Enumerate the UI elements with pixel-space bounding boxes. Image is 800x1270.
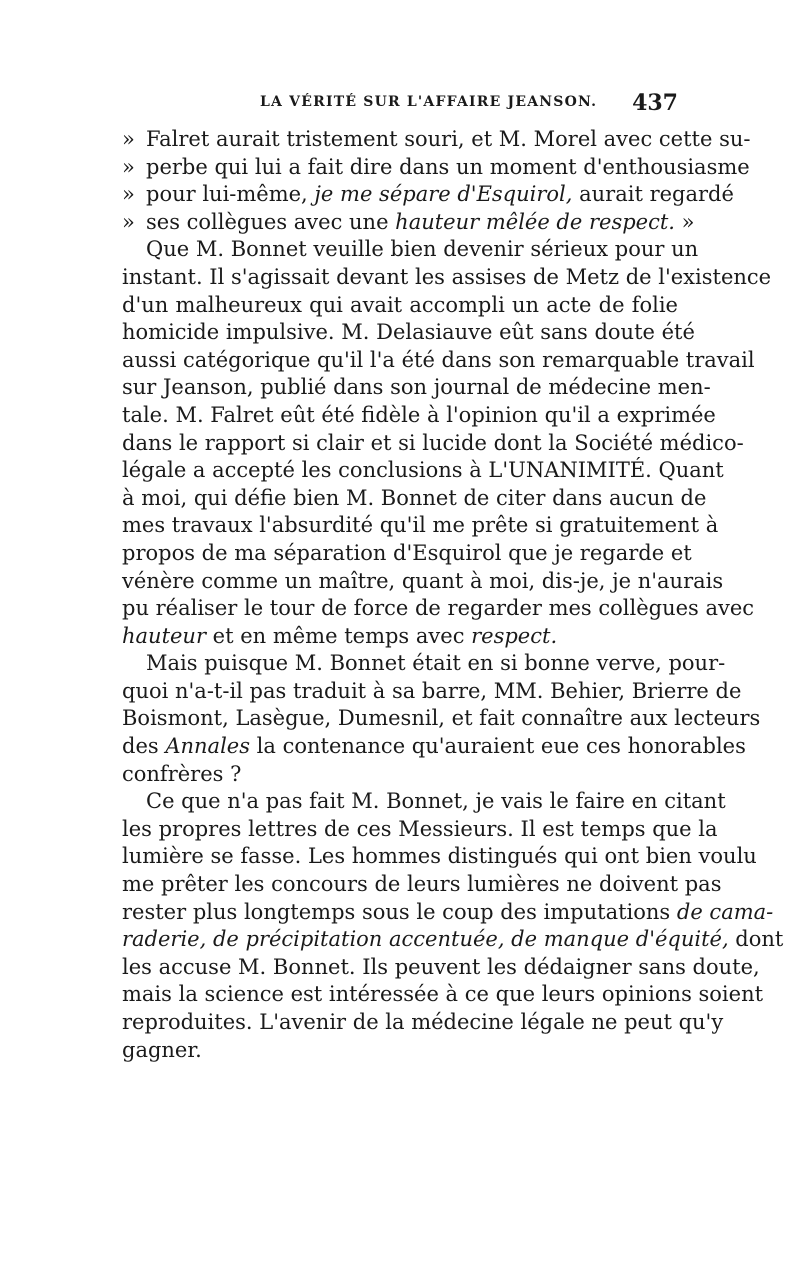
page-number: 437 bbox=[632, 90, 678, 116]
text-line bbox=[122, 733, 746, 761]
text-line bbox=[122, 705, 761, 733]
quote-mark: » bbox=[122, 209, 135, 234]
quote-mark: » bbox=[122, 154, 135, 179]
text-segment: lumière se fasse. Les hommes distingués qui ont bien voulu bbox=[122, 844, 757, 869]
italic-text: respect. bbox=[471, 623, 558, 648]
text-segment: mais la science est intéressée à ce que leurs opinions soient bbox=[122, 982, 764, 1007]
text-segment: vénère comme un maître, quant à moi, dis-je, je n'aurais bbox=[122, 568, 724, 593]
text-segment: la contenance qu'auraient eue ces honorables bbox=[249, 734, 746, 759]
text-segment: instant. Il s'agissait devant les assises de Metz de l'existence bbox=[122, 264, 772, 289]
quote-mark: » bbox=[122, 182, 135, 207]
text-line bbox=[122, 457, 724, 485]
quote-mark: » bbox=[122, 127, 135, 151]
text-line bbox=[122, 816, 718, 844]
text-line bbox=[122, 926, 784, 954]
text-line bbox=[122, 236, 699, 264]
text-segment: dont bbox=[728, 927, 784, 952]
text-segment: Que M. Bonnet veuille bien devenir sérieux pour un bbox=[146, 237, 699, 262]
text-segment: Mais puisque M. Bonnet était en si bonne verve, pour- bbox=[146, 651, 726, 676]
text-line bbox=[122, 843, 757, 871]
text-line bbox=[122, 1009, 724, 1037]
text-segment: gagner. bbox=[122, 1037, 202, 1062]
text-line bbox=[122, 512, 719, 540]
text-segment: propos de ma séparation d'Esquirol que je regarde et bbox=[122, 540, 692, 565]
text-line bbox=[122, 761, 678, 789]
text-line bbox=[122, 899, 774, 927]
text-line bbox=[122, 485, 707, 513]
text-segment: pour lui-même, bbox=[146, 182, 315, 207]
text-line bbox=[122, 595, 755, 623]
text-segment: sur Jeanson, publié dans son journal de médecine men- bbox=[122, 375, 711, 400]
text-segment: homicide impulsive. M. Delasiauve eût sans doute été bbox=[122, 320, 695, 345]
text-segment: » bbox=[674, 209, 695, 234]
text-segment: Ce que n'a pas fait M. Bonnet, je vais le faire en citant bbox=[146, 789, 726, 814]
text-line bbox=[122, 568, 724, 596]
text-line bbox=[122, 319, 695, 347]
text-segment: tale. M. Falret eût été fidèle à l'opinion qu'il a exprimée bbox=[122, 402, 716, 427]
italic-text: hauteur bbox=[122, 623, 206, 648]
text-segment: mes travaux l'absurdité qu'il me prête si gratuitement à bbox=[122, 513, 719, 538]
text-segment: aurait regardé bbox=[572, 182, 734, 207]
text-segment: dans le rapport si clair et si lucide dont la Société médico- bbox=[122, 430, 744, 455]
text-segment: d'un malheureux qui avait accompli un acte de folie bbox=[122, 292, 678, 317]
text-line bbox=[122, 678, 742, 706]
text-segment: perbe qui lui a fait dire dans un moment d'enthousiasme bbox=[146, 154, 750, 179]
text-line bbox=[122, 126, 751, 154]
text-line bbox=[122, 374, 711, 402]
text-line bbox=[122, 788, 726, 816]
text-segment: rester plus longtemps sous le coup des imputations bbox=[122, 899, 677, 924]
text-segment: ses collègues avec une bbox=[146, 209, 396, 234]
text-line bbox=[122, 181, 734, 209]
text-segment: Boismont, Lasègue, Dumesnil, et fait connaître aux lecteurs bbox=[122, 706, 761, 731]
text-segment: pu réaliser le tour de force de regarder mes collègues avec bbox=[122, 596, 755, 621]
text-line bbox=[122, 347, 755, 375]
text-segment: me prêter les concours de leurs lumières ne doivent pas bbox=[122, 872, 722, 897]
italic-text: raderie, de précipitation accentuée, de manque d'équité, bbox=[122, 927, 729, 952]
text-line bbox=[122, 292, 678, 320]
text-segment: confrères ? bbox=[122, 761, 242, 786]
italic-text: je me sépare d'Esquirol, bbox=[314, 182, 573, 207]
text-line bbox=[122, 402, 716, 430]
text-line bbox=[122, 981, 764, 1009]
text-segment: des bbox=[122, 734, 166, 759]
text-line bbox=[122, 154, 750, 182]
italic-text: hauteur mêlée de respect. bbox=[395, 209, 675, 234]
body-text bbox=[122, 126, 784, 1064]
text-line bbox=[122, 954, 760, 982]
running-head: LA VÉRITÉ SUR L'AFFAIRE JEANSON. bbox=[260, 94, 598, 110]
text-line bbox=[122, 1037, 678, 1065]
text-line bbox=[122, 264, 772, 292]
text-segment: à moi, qui défie bien M. Bonnet de citer dans aucun de bbox=[122, 485, 707, 510]
text-line bbox=[122, 623, 678, 651]
page-header bbox=[128, 90, 678, 120]
text-segment: les accuse M. Bonnet. Ils peuvent les dédaigner sans doute, bbox=[122, 954, 760, 979]
text-line bbox=[122, 430, 744, 458]
text-segment: quoi n'a-t-il pas traduit à sa barre, MM. Behier, Brierre de bbox=[122, 678, 742, 703]
italic-text: de cama- bbox=[676, 899, 774, 924]
text-segment: légale a accepté les conclusions à L'UNANIMITÉ. Quant bbox=[122, 458, 724, 483]
text-segment: les propres lettres de ces Messieurs. Il est temps que la bbox=[122, 816, 718, 841]
text-line bbox=[122, 540, 692, 568]
italic-text: Annales bbox=[165, 734, 250, 759]
text-segment: Falret aurait tristement souri, et M. Morel avec cette su- bbox=[146, 127, 751, 151]
text-line bbox=[122, 209, 695, 237]
text-line bbox=[122, 871, 722, 899]
text-segment: reproduites. L'avenir de la médecine légale ne peut qu'y bbox=[122, 1010, 724, 1034]
text-segment: aussi catégorique qu'il l'a été dans son remarquable travail bbox=[122, 347, 755, 372]
text-line bbox=[122, 650, 726, 678]
text-segment: et en même temps avec bbox=[206, 623, 472, 648]
